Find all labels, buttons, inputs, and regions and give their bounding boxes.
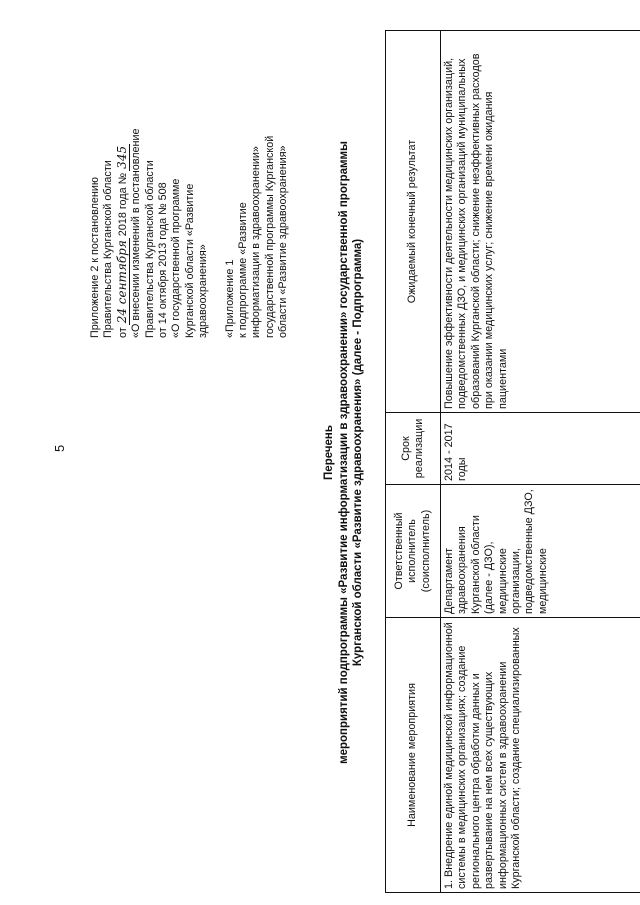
- sub-appendix-line: государственной программы Курганской: [263, 135, 276, 338]
- appendix-line: Приложение 2 к постановлению: [89, 177, 101, 338]
- date-prefix: от: [116, 327, 129, 338]
- column-header-term: Срок реализации: [386, 413, 441, 485]
- appendix-date-line: [116, 128, 130, 338]
- sub-appendix-line: области «Развитие здравоохранения»: [277, 145, 290, 338]
- column-header-result: Ожидаемый конечный результат: [386, 31, 441, 413]
- appendix-line: Правительства Курганской области: [143, 160, 156, 338]
- cell-executor: Департамент здравоохранения Курганской области (далее - ДЗО), медицинские организации, подведомственные ДЗО, медицинские: [441, 485, 640, 618]
- cell-measure: 1. Внедрение единой медицинской информационной системы в медицинских организациях; создание регионального центра обработки данных и развертывание на нем всех существующих информационных систем в здравоохранении Курганской области; создание специализированных: [441, 618, 640, 893]
- column-header-executor: Ответственный исполнитель (соисполнитель): [386, 485, 441, 618]
- date-year: 2018 года №: [116, 172, 129, 237]
- page-number: 5: [52, 444, 67, 452]
- appendix-line: здравоохранения»: [197, 244, 210, 338]
- document-heading: [322, 0, 366, 905]
- sub-appendix-line: к подпрограмме «Развитие: [237, 202, 250, 338]
- appendix-line: Курганской области «Развитие: [183, 183, 196, 338]
- sub-appendix-line: «Приложение 1: [223, 259, 236, 338]
- table-row: [441, 31, 640, 893]
- handwritten-number: 345: [114, 145, 129, 169]
- appendix-line: Правительства Курганской области: [102, 160, 115, 338]
- handwritten-date: 24 сентября: [114, 240, 129, 324]
- sub-appendix-line: информатизации в здравоохранении»: [250, 146, 263, 338]
- heading-title: Перечень: [323, 425, 335, 480]
- heading-line: мероприятий подпрограммы «Развитие информатизации в здравоохранении» государственной программы: [337, 141, 350, 764]
- heading-line: Курганской области «Развитие здравоохранения» (далее - Подпрограмма): [352, 238, 364, 667]
- appendix-line: «О внесении изменений в постановление: [130, 128, 143, 338]
- cell-term: 2014 - 2017 годы: [441, 413, 640, 485]
- column-header-measure: Наименование мероприятия: [386, 618, 441, 893]
- table-header-row: [386, 31, 441, 893]
- appendix-line: «О государственной программе: [170, 178, 183, 338]
- measures-table: [385, 30, 640, 893]
- appendix-block: [89, 128, 291, 338]
- appendix-line: от 14 октября 2013 года № 508: [157, 182, 170, 338]
- cell-result: Повышение эффективности деятельности медицинских организаций, подведомственных ДЗО, и медицинских организаций муниципальных образований Курганской области; снижение неэффективных расходов при оказании медицинских услуг; снижение времени ожидания пациентами: [441, 31, 640, 413]
